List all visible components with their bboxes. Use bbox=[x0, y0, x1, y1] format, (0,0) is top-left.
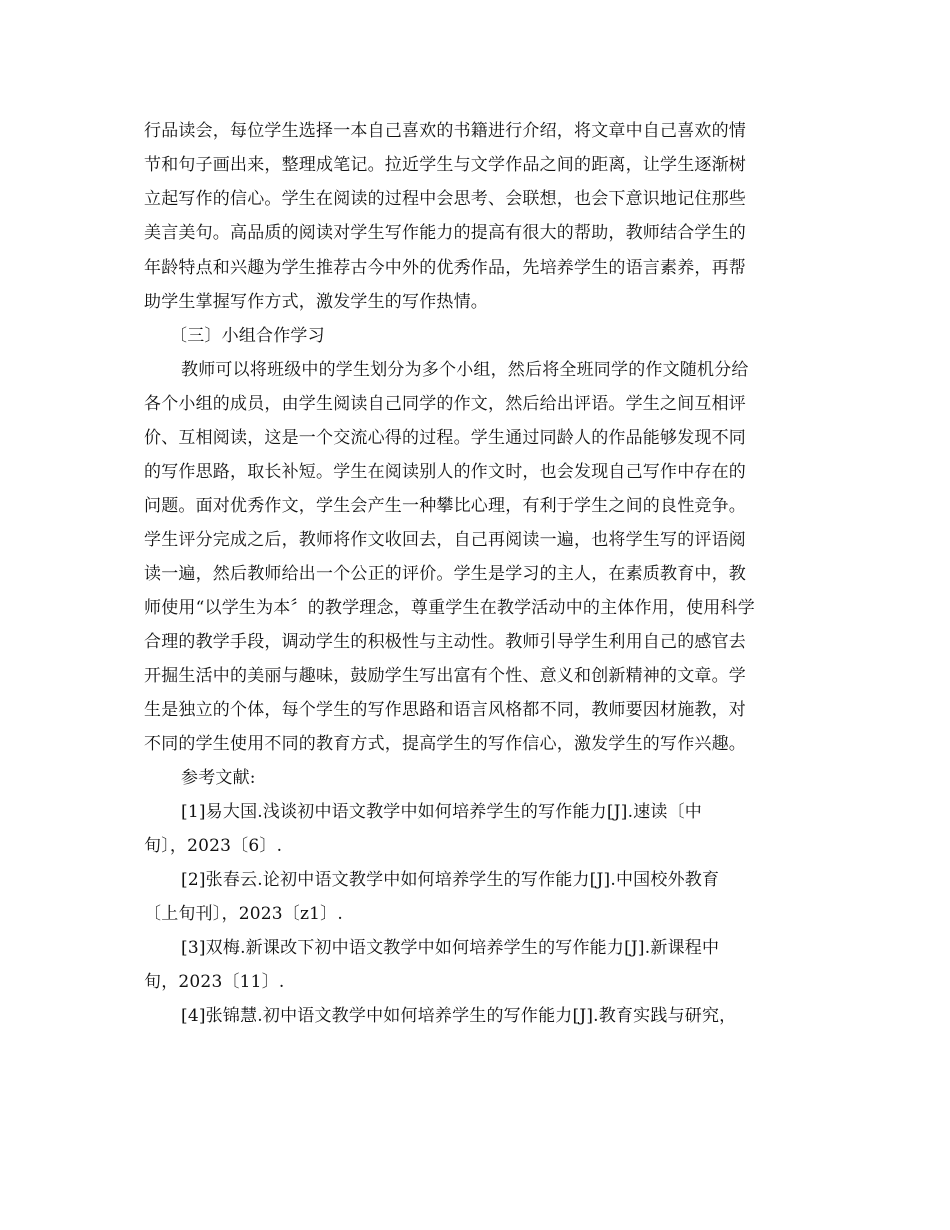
reference-line: [2]张春云.论初中语文教学中如何培养学生的写作能力[J].中国校外教育 bbox=[181, 870, 720, 890]
paragraph-2-line: 读一遍，然后教师给出一个公正的评价。学生是学习的主人，在素质教育中，教 bbox=[144, 564, 746, 584]
paragraph-2-line: 不同的学生使用不同的教育方式，提高学生的写作信心，激发学生的写作兴趣。 bbox=[144, 734, 746, 754]
paragraph-2-line: 价、互相阅读，这是一个交流心得的过程。学生通过同龄人的作品能够发现不同 bbox=[144, 428, 746, 448]
paragraph-2-line: 教师可以将班级中的学生划分为多个小组，然后将全班同学的作文随机分给 bbox=[181, 360, 749, 380]
reference-line: 旬，2023〔11〕. bbox=[144, 972, 285, 992]
section-heading: 〔三〕小组合作学习 bbox=[170, 326, 325, 346]
paragraph-2-line: 各个小组的成员，由学生阅读自己同学的作文，然后给出评语。学生之间互相评 bbox=[144, 394, 746, 414]
reference-line: 〔上旬刊〕，2023〔z1〕. bbox=[144, 904, 343, 924]
paragraph-2-line: 生是独立的个体，每个学生的写作思路和语言风格都不同，教师要因材施教，对 bbox=[144, 700, 746, 720]
paragraph-1-line: 美言美句。高品质的阅读对学生写作能力的提高有很大的帮助，教师结合学生的 bbox=[144, 223, 746, 243]
paragraph-2-line: 学生评分完成之后，教师将作文收回去，自己再阅读一遍，也将学生写的评语阅 bbox=[144, 530, 746, 550]
paragraph-1-line: 立起写作的信心。学生在阅读的过程中会思考、会联想，也会下意识地记住那些 bbox=[144, 189, 746, 209]
paragraph-2-line: 的写作思路，取长补短。学生在阅读别人的作文时，也会发现自己写作中存在的 bbox=[144, 462, 746, 482]
reference-line: [3]双梅.新课改下初中语文教学中如何培养学生的写作能力[J].新课程中 bbox=[181, 938, 720, 958]
reference-line: [1]易大国.浅谈初中语文教学中如何培养学生的写作能力[J].速读〔中 bbox=[181, 802, 702, 822]
paragraph-1-line: 节和句子画出来，整理成笔记。拉近学生与文学作品之间的距离，让学生逐渐树 bbox=[144, 155, 746, 175]
paragraph-2-line: 开掘生活中的美丽与趣味，鼓励学生写出富有个性、意义和创新精神的文章。学 bbox=[144, 666, 746, 686]
paragraph-1-line: 助学生掌握写作方式，激发学生的写作热情。 bbox=[144, 292, 488, 312]
paragraph-2-line: 师使用“以学生为本〞的教学理念，尊重学生在教学活动中的主体作用，使用科学 bbox=[144, 598, 755, 618]
paragraph-1-line: 年龄特点和兴趣为学生推荐古今中外的优秀作品，先培养学生的语言素养，再帮 bbox=[144, 258, 746, 278]
reference-line: 旬〕，2023〔6〕. bbox=[144, 836, 283, 856]
paragraph-2-line: 合理的教学手段，调动学生的积极性与主动性。教师引导学生利用自己的感官去 bbox=[144, 632, 746, 652]
paragraph-1-line: 行品读会，每位学生选择一本自己喜欢的书籍进行介绍，将文章中自己喜欢的情 bbox=[144, 121, 746, 141]
reference-line: [4]张锦慧.初中语文教学中如何培养学生的写作能力[J].教育实践与研究， bbox=[181, 1006, 737, 1026]
paragraph-2-line: 问题。面对优秀作文，学生会产生一种攀比心理，有利于学生之间的良性竞争。 bbox=[144, 496, 746, 516]
references-heading: 参考文献: bbox=[181, 768, 256, 788]
